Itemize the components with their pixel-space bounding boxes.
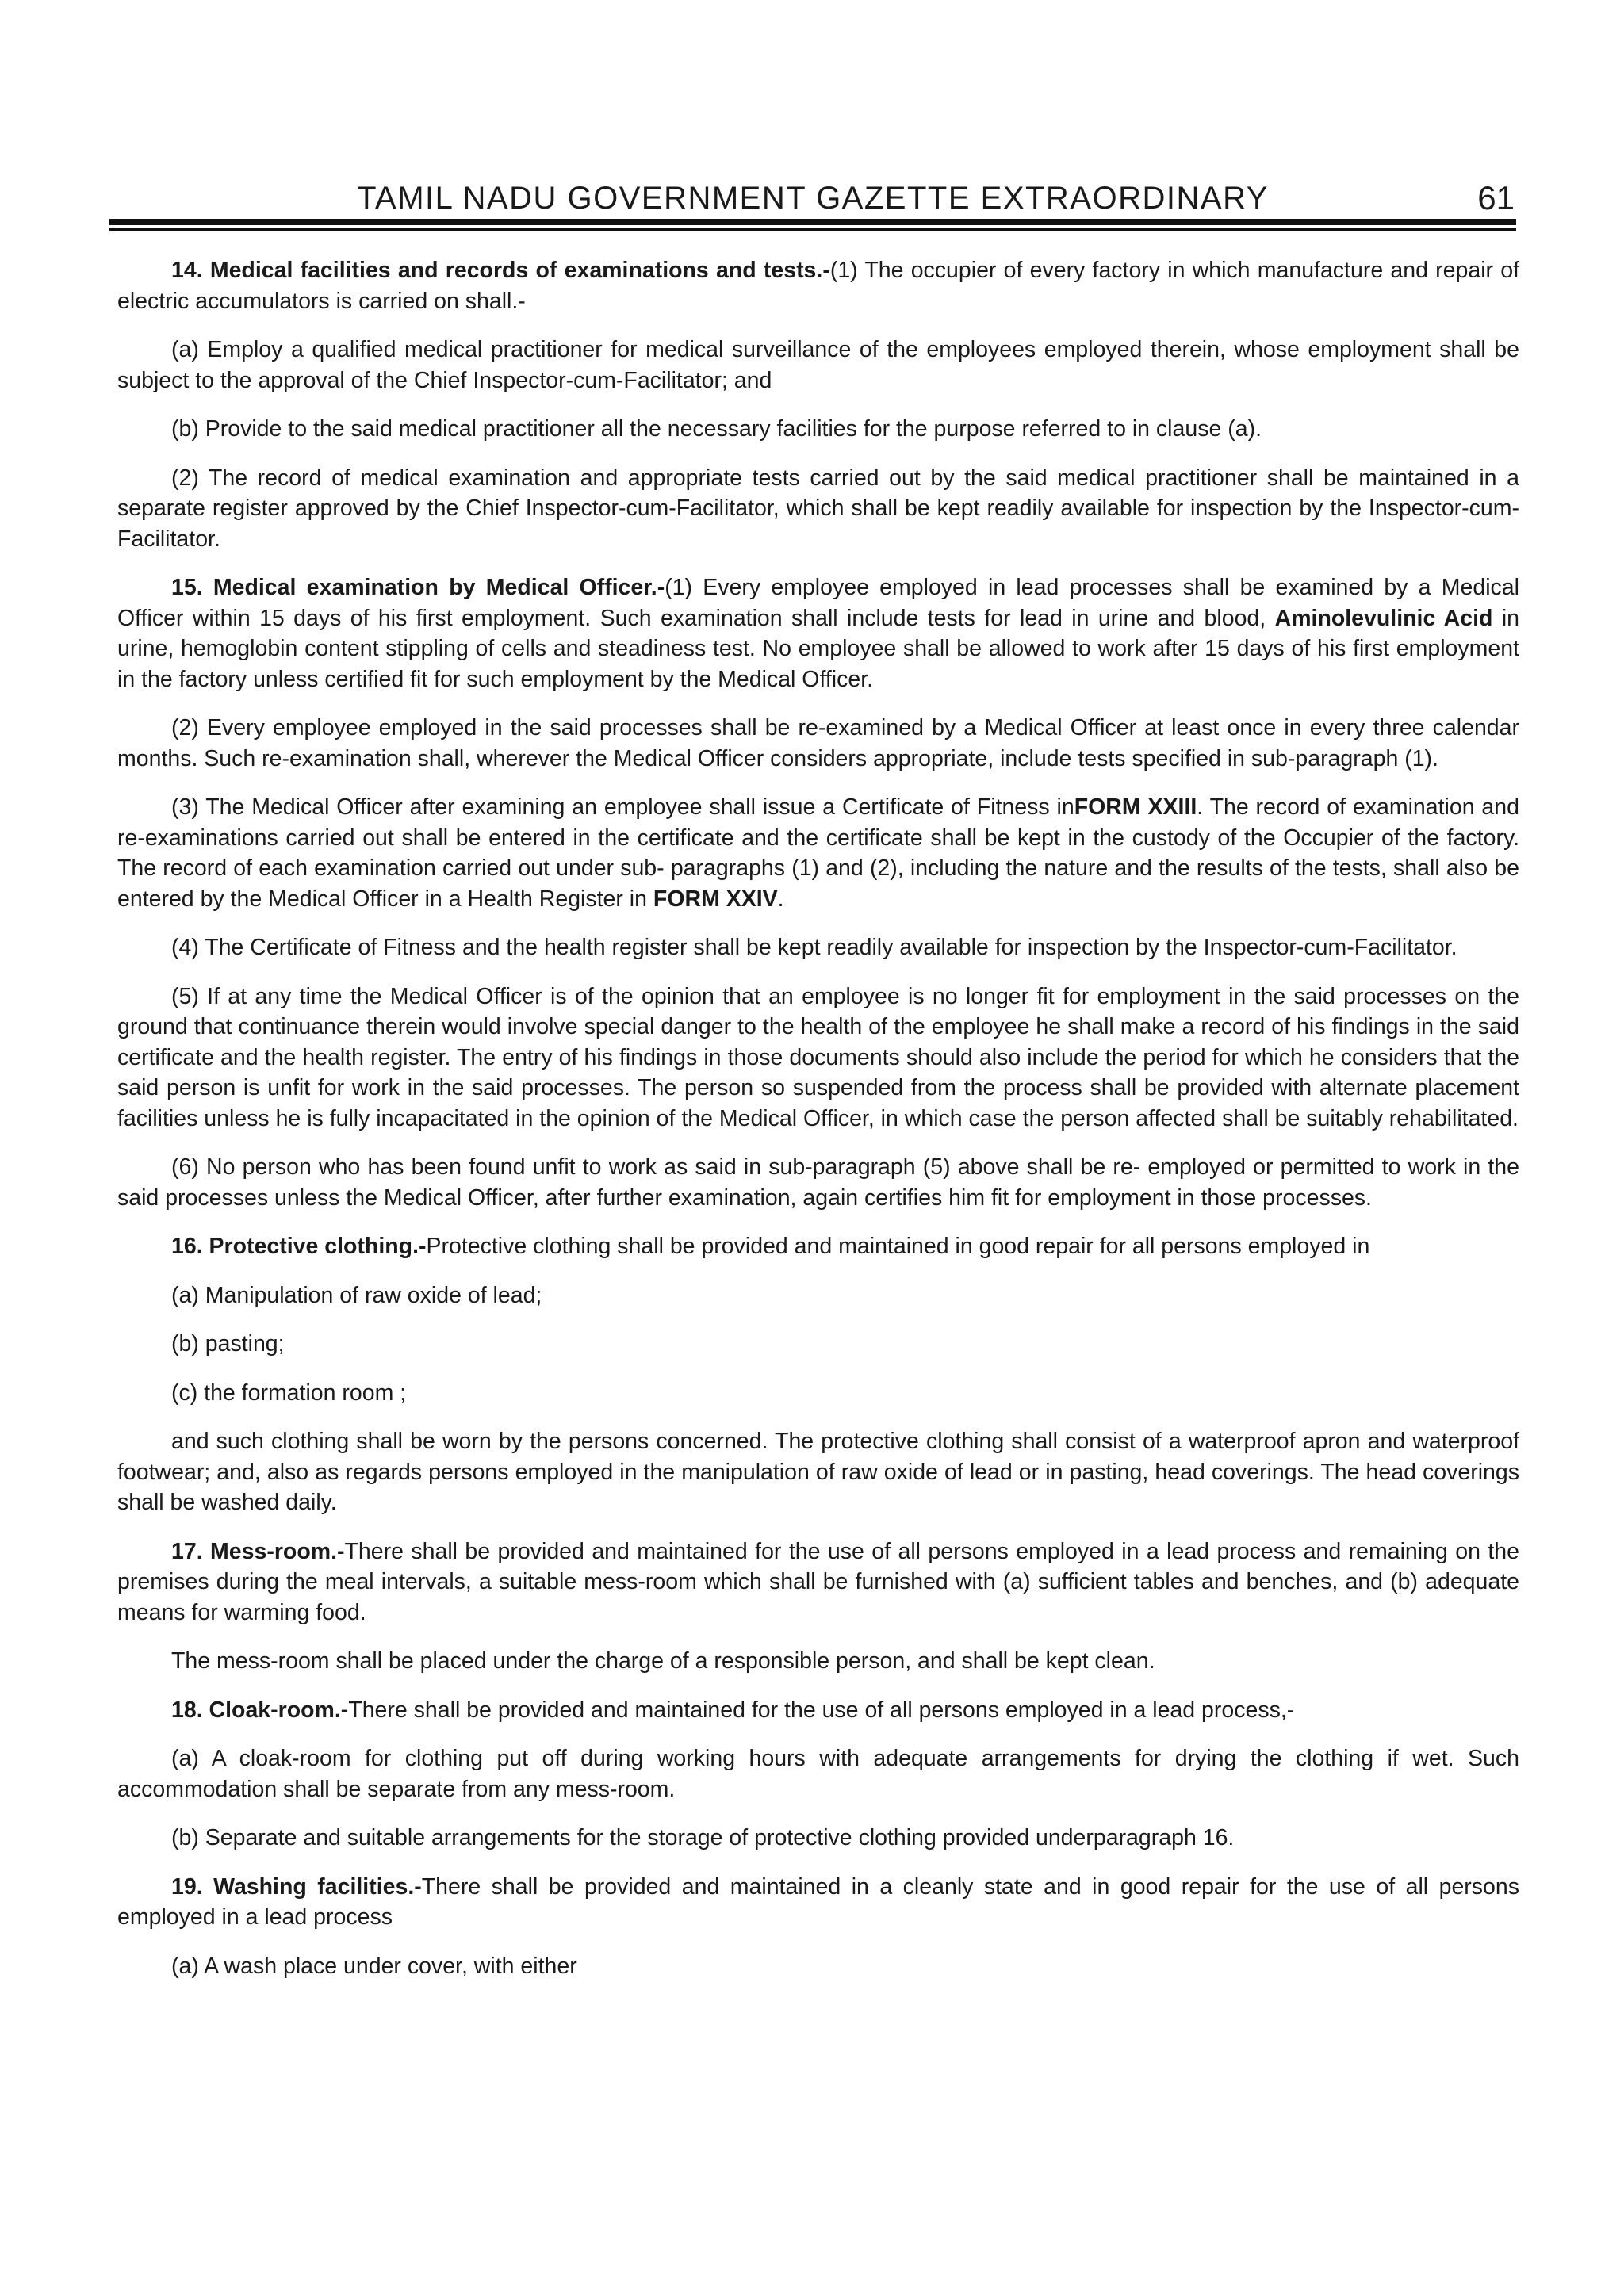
paragraph-text: (a) A cloak-room for clothing put off during working hours with adequate arrangements for drying the clothing if wet. Such accommodation shall be separate from any mess-room.	[117, 1746, 1519, 1802]
paragraph-text: (5) If at any time the Medical Officer is of the opinion that an employee is no longer fit for employment in the said processes on the ground that continuance therein would involve special danger to the health of the employee he shall make a record of his findings in the said certificate and the health register. The entry of his findings in those documents should also include the period for which he considers that the said person is unfit for work in the said processes. The person so suspended from the process shall be provided with alternate placement facilities unless he is fully incapacitated in the opinion of the Medical Officer, in which case the person affected shall be suitably rehabilitated.	[117, 983, 1519, 1131]
paragraph-text: Protective clothing shall be provided and maintained in good repair for all persons employed in	[426, 1234, 1370, 1259]
form-reference: FORM XXIII	[1074, 794, 1197, 820]
section-heading: 19. Washing facilities.-	[171, 1873, 422, 1900]
section-heading: 17. Mess-room.-	[171, 1538, 345, 1564]
paragraph-text: There shall be provided and maintained in a cleanly state and in good repair for the use of all persons employed in a lead process	[117, 1873, 1519, 1930]
paragraph	[117, 982, 1519, 1135]
paragraph	[117, 1823, 1519, 1854]
paragraph	[117, 1951, 1519, 1982]
gazette-title: TAMIL NADU GOVERNMENT GAZETTE EXTRAORDINARY	[357, 181, 1269, 216]
paragraph	[117, 1743, 1519, 1804]
paragraph-text: There shall be provided and maintained for the use of all persons employed in a lead process,-	[348, 1697, 1295, 1723]
paragraph-text: (b) Separate and suitable arrangements for the storage of protective clothing provided underparagraph 16.	[171, 1825, 1235, 1850]
paragraph-text: (6) No person who has been found unfit to work as said in sub-paragraph (5) above shall be re- employed or permitted to work in the said processes unless the Medical Officer, after further examination, again certifies him fit for employment in those processes.	[117, 1154, 1519, 1211]
paragraph-text: (a) A wash place under cover, with either	[171, 1953, 577, 1979]
paragraph	[117, 1426, 1519, 1518]
paragraph-text: (2) The record of medical examination and appropriate tests carried out by the said medical practitioner shall be maintained in a separate register approved by the Chief Inspector-cum-Facilitator, which shall be kept readily available for inspection by the Inspector-cum-Facilitator.	[117, 465, 1519, 552]
paragraph-text: (1) Every employee employed in lead processes shall be examined by a Medical Officer within 15 days of his first employment. Such examination shall include tests for lead in urine and blood,	[117, 575, 1519, 631]
section-heading: 18. Cloak-room.-	[171, 1697, 349, 1723]
section-heading: 16. Protective clothing.-	[171, 1234, 427, 1259]
paragraph	[117, 1378, 1519, 1409]
paragraph	[117, 1646, 1519, 1677]
paragraph-text: .	[777, 886, 784, 912]
paragraph-text: in urine, hemoglobin content stippling of cells and steadiness test. No employee shall be allowed to work after 15 days of his first employment in the factory unless certified fit for such employment by the Medical Officer.	[117, 605, 1519, 692]
paragraph	[117, 1152, 1519, 1213]
paragraph	[117, 1872, 1519, 1933]
paragraph-text: (b) pasting;	[171, 1331, 285, 1357]
paragraph	[117, 255, 1519, 316]
header-rule-thick	[109, 219, 1516, 225]
paragraph-text: The mess-room shall be placed under the charge of a responsible person, and shall be kept clean.	[171, 1648, 1155, 1674]
page-number: 61	[1477, 179, 1515, 216]
paragraph	[117, 1329, 1519, 1360]
paragraph-text: (2) Every employee employed in the said processes shall be re-examined by a Medical Officer at least once in every three calendar months. Such re-examination shall, wherever the Medical Officer considers appropriate, include tests specified in sub-paragraph (1).	[117, 715, 1519, 771]
paragraph-text: (c) the formation room ;	[171, 1380, 407, 1406]
paragraph-text: (3) The Medical Officer after examining an employee shall issue a Certificate of Fitness in	[171, 794, 1074, 820]
paragraph	[117, 414, 1519, 445]
header-rule-thin	[109, 228, 1516, 231]
paragraph-text: . The record of examination and re-examinations carried out shall be entered in the certificate and the certificate shall be kept in the custody of the Occupier of the factory. The record of each examination carried out under sub- paragraphs (1) and (2), including the nature and the results of the tests, shall also be entered by the Medical Officer in a Health Register in	[117, 794, 1519, 912]
paragraph-text: (b) Provide to the said medical practitioner all the necessary facilities for the purpose referred to in clause (a).	[171, 416, 1262, 442]
paragraph	[117, 1231, 1519, 1262]
paragraph-text: (a) Employ a qualified medical practitioner for medical surveillance of the employees employed therein, whose employment shall be subject to the approval of the Chief Inspector-cum-Facilitator; and	[117, 337, 1519, 393]
paragraph-text: (4) The Certificate of Fitness and the health register shall be kept readily available for inspection by the Inspector-cum-Facilitator.	[171, 935, 1457, 960]
paragraph	[117, 335, 1519, 396]
paragraph	[117, 463, 1519, 555]
section-heading: 14. Medical facilities and records of examinations and tests.-	[171, 258, 830, 283]
form-reference: FORM XXIV	[653, 886, 778, 912]
bold-term: Aminolevulinic Acid	[1274, 605, 1493, 631]
paragraph	[117, 1536, 1519, 1628]
gazette-body	[117, 255, 1519, 1999]
paragraph-text: (a) Manipulation of raw oxide of lead;	[171, 1282, 542, 1308]
paragraph-text: and such clothing shall be worn by the persons concerned. The protective clothing shall consist of a waterproof apron and waterproof footwear; and, also as regards persons employed in the manipulation of raw oxide of lead or in pasting, head coverings. The head coverings shall be washed daily.	[117, 1429, 1519, 1515]
paragraph	[117, 1695, 1519, 1726]
paragraph	[117, 713, 1519, 774]
paragraph	[117, 572, 1519, 695]
paragraph-text: There shall be provided and maintained for the use of all persons employed in a lead process and remaining on the premises during the meal intervals, a suitable mess-room which shall be furnished with (a) sufficient tables and benches, and (b) adequate means for warming food.	[117, 1538, 1519, 1625]
paragraph	[117, 792, 1519, 914]
page-header	[111, 176, 1515, 220]
paragraph	[117, 932, 1519, 963]
paragraph-text: (1) The occupier of every factory in which manufacture and repair of electric accumulators is carried on shall.-	[117, 258, 1520, 314]
section-heading: 15. Medical examination by Medical Officer.-	[171, 575, 665, 600]
paragraph	[117, 1280, 1519, 1311]
